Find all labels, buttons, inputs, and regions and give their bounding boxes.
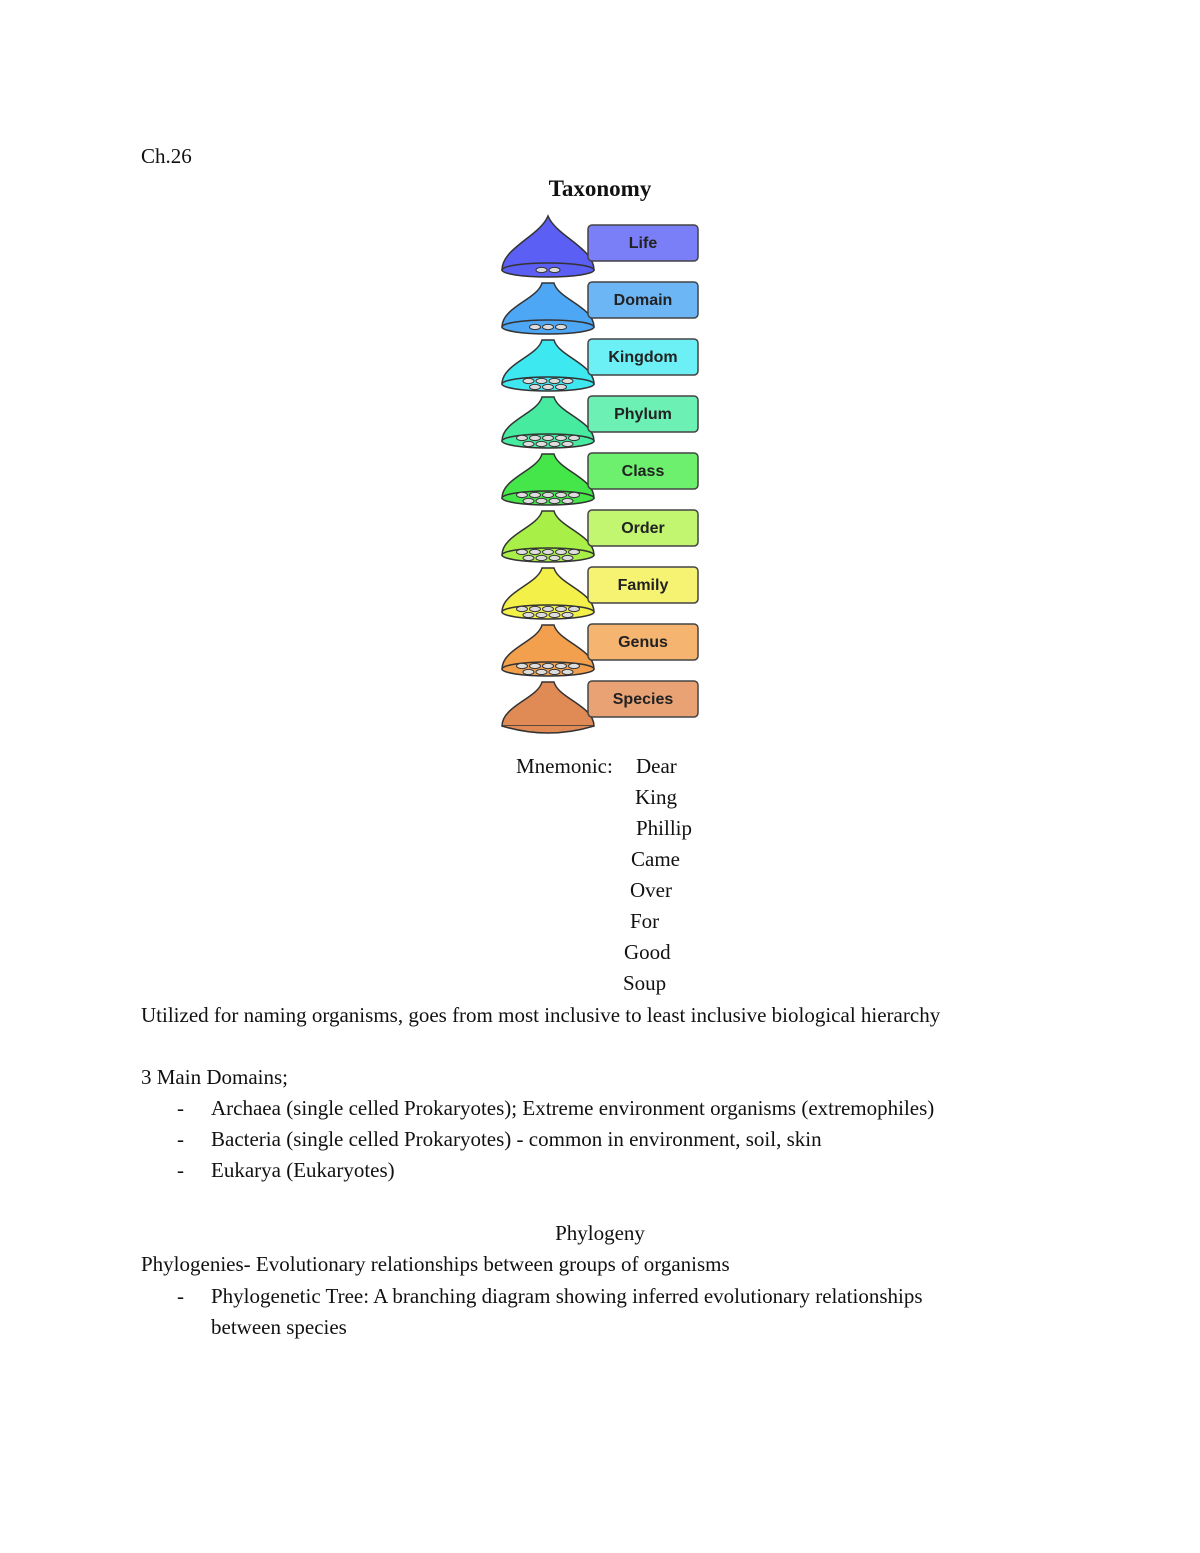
bell-hole [530,492,541,497]
mnemonic-word: Came [631,847,680,871]
bell-hole [530,324,541,329]
bell-hole [549,555,560,560]
page-title: Taxonomy [548,176,652,201]
bell-hole [517,492,528,497]
taxonomy-level [502,396,698,448]
taxonomy-level [502,339,698,391]
taxonomy-level [502,453,698,505]
domain-item-text: Archaea (single celled Prokaryotes); Extreme environment organisms (extremophiles) [211,1096,935,1120]
taxonomy-level [502,681,698,733]
bell-hole [517,435,528,440]
bullet-dash: - [177,1284,184,1308]
bell-hole [549,267,560,272]
bell-shape [502,216,594,270]
section-heading-phylogeny: Phylogeny [555,1221,645,1245]
bell-hole [569,492,580,497]
bell-hole [543,384,554,389]
level-label: Family [617,577,669,594]
bell-hole [543,663,554,668]
taxonomy-summary: Utilized for naming organisms, goes from most inclusive to least inclusive biological hierarchy [141,1003,941,1027]
phylogeny-item-line: Phylogenetic Tree: A branching diagram showing inferred evolutionary relationships [211,1284,923,1308]
bell-hole [536,669,547,674]
level-label: Species [612,691,674,708]
level-label: Phylum [614,406,672,423]
bell-hole [536,378,547,383]
bell-shape [502,682,594,726]
bell-hole [556,384,567,389]
chapter-label: Ch.26 [141,144,192,168]
bell-hole [536,267,547,272]
bell-hole [536,498,547,503]
level-label: Life [628,235,658,252]
mnemonic-word: For [630,909,660,933]
bell-bottom [502,726,594,733]
domains-heading: 3 Main Domains; [141,1065,288,1089]
bell-hole [556,492,567,497]
bell-hole [556,606,567,611]
mnemonic-word: Good [624,940,671,964]
taxonomy-level [502,567,698,619]
bell-hole [536,612,547,617]
bell-hole [530,663,541,668]
taxonomy-level [502,510,698,562]
bullet-dash: - [177,1096,184,1120]
bell-hole [517,606,528,611]
bell-hole [543,324,554,329]
phylogenies-definition: Phylogenies- Evolutionary relationships between groups of organisms [141,1252,730,1276]
bell-hole [517,549,528,554]
bell-hole [556,324,567,329]
mnemonic-word: Over [630,878,672,902]
bell-hole [562,555,573,560]
level-label: Class [621,463,665,480]
domain-item-text: Bacteria (single celled Prokaryotes) - common in environment, soil, skin [211,1127,822,1151]
bell-hole [562,498,573,503]
bell-hole [549,669,560,674]
mnemonic-label: Mnemonic: [516,754,613,778]
bell-hole [549,441,560,446]
bell-hole [556,663,567,668]
bell-hole [523,378,534,383]
taxonomy-level [502,216,698,277]
phylogeny-item-line: between species [211,1315,347,1339]
level-label: Genus [618,634,668,651]
bell-hole [536,441,547,446]
mnemonic-word: Soup [623,971,667,995]
bell-base [502,263,594,277]
bell-hole [530,549,541,554]
domain-item-text: Eukarya (Eukaryotes) [211,1158,395,1182]
bullet-dash: - [177,1158,184,1182]
bell-hole [549,498,560,503]
mnemonic-word: Phillip [636,816,693,840]
bell-hole [523,441,534,446]
bell-hole [569,549,580,554]
taxonomy-level [502,624,698,676]
bell-hole [562,378,573,383]
bell-hole [549,378,560,383]
bell-hole [549,612,560,617]
bell-hole [543,549,554,554]
bell-hole [543,492,554,497]
bell-hole [517,663,528,668]
level-label: Kingdom [608,349,678,366]
bell-hole [569,663,580,668]
bell-hole [530,384,541,389]
bell-hole [543,606,554,611]
bell-hole [569,606,580,611]
taxonomy-level [502,282,698,334]
bell-hole [562,669,573,674]
level-label: Domain [613,292,673,309]
taxonomy-diagram [490,210,710,745]
bell-hole [556,549,567,554]
bell-hole [562,441,573,446]
bell-hole [543,435,554,440]
bell-hole [523,669,534,674]
bell-hole [562,612,573,617]
bullet-dash: - [177,1127,184,1151]
bell-hole [523,498,534,503]
bell-hole [523,555,534,560]
mnemonic-word: Dear [636,754,677,778]
level-label: Order [621,520,665,537]
bell-hole [530,435,541,440]
bell-hole [523,612,534,617]
bell-hole [556,435,567,440]
bell-hole [536,555,547,560]
mnemonic-word: King [635,785,677,809]
bell-hole [569,435,580,440]
bell-hole [530,606,541,611]
